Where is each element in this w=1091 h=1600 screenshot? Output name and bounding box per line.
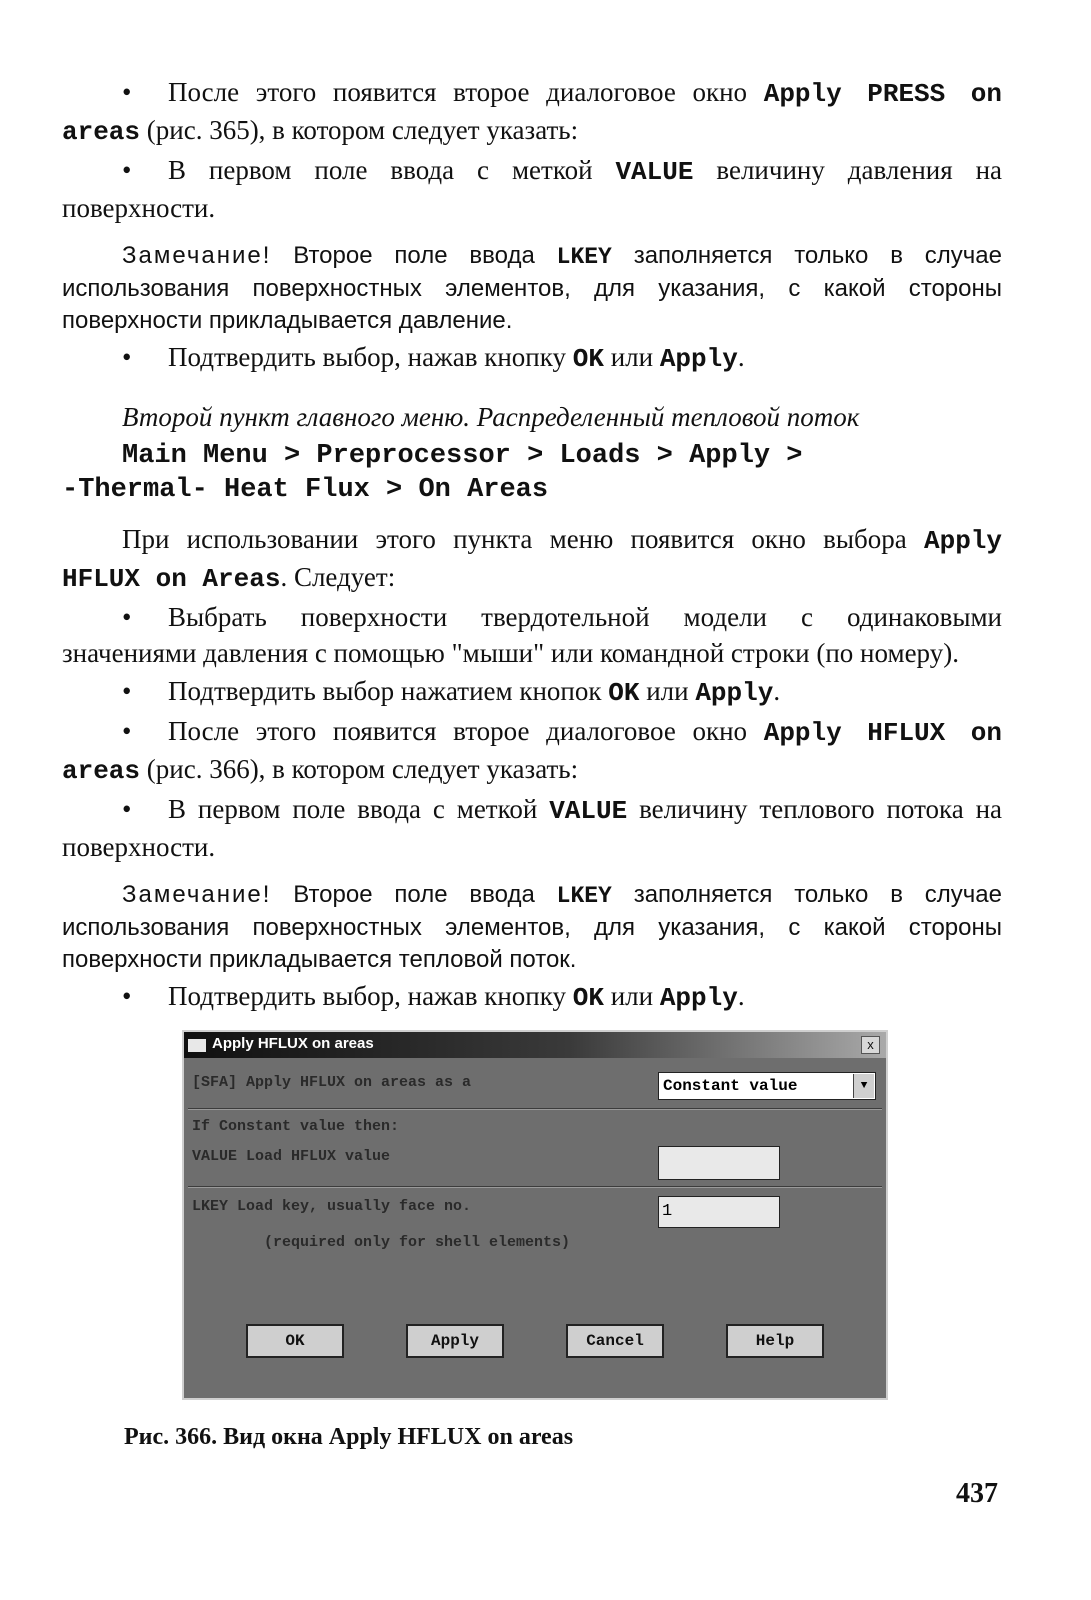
load-type-value: Constant value bbox=[663, 1077, 798, 1095]
code-text: LKEY bbox=[556, 883, 612, 909]
paragraph bbox=[62, 599, 1002, 671]
bullet: • bbox=[122, 77, 132, 107]
text: Подтвердить выбор, нажав кнопку bbox=[168, 981, 573, 1011]
paragraph bbox=[62, 339, 1002, 377]
bullet: • bbox=[122, 602, 132, 632]
page-text bbox=[62, 74, 1002, 1016]
text: В первом поле ввода с меткой bbox=[168, 794, 550, 824]
ok-button[interactable]: OK bbox=[246, 1324, 344, 1358]
code-text: OK bbox=[572, 983, 604, 1013]
text: При использовании этого пункта меню появится окно выбора bbox=[122, 524, 924, 554]
code-text: VALUE bbox=[549, 796, 628, 826]
chevron-down-icon[interactable]: ▼ bbox=[853, 1074, 874, 1098]
text: или bbox=[639, 676, 696, 706]
paragraph bbox=[62, 152, 1002, 226]
section-heading: Второй пункт главного меню. Распределенный тепловой поток bbox=[122, 402, 860, 432]
window-icon bbox=[188, 1039, 206, 1052]
apply-hflux-dialog bbox=[182, 1030, 888, 1400]
paragraph bbox=[62, 521, 1002, 597]
code-text: Apply bbox=[659, 983, 738, 1013]
text: . bbox=[737, 342, 745, 372]
dialog-title: Apply HFLUX on areas bbox=[212, 1035, 374, 1052]
note-label: Замечание! bbox=[122, 881, 272, 908]
text: Подтвердить выбор, нажав кнопку bbox=[168, 342, 573, 372]
load-type-select[interactable] bbox=[658, 1072, 876, 1100]
paragraph bbox=[62, 978, 1002, 1016]
help-button[interactable]: Help bbox=[726, 1324, 824, 1358]
paragraph bbox=[62, 713, 1002, 789]
code-text: OK bbox=[572, 344, 604, 374]
bullet: • bbox=[122, 155, 132, 185]
value-field[interactable] bbox=[658, 1146, 780, 1180]
bullet: • bbox=[122, 676, 132, 706]
figure-caption: Рис. 366. Вид окна Apply HFLUX on areas bbox=[124, 1424, 574, 1450]
bullet: • bbox=[122, 981, 132, 1011]
page-number: 437 bbox=[956, 1478, 998, 1509]
value-label: VALUE Load HFLUX value bbox=[192, 1148, 391, 1165]
text: . Следует: bbox=[280, 562, 396, 592]
code-text: OK bbox=[608, 678, 640, 708]
text: После этого появится второе диалоговое окно bbox=[168, 716, 764, 746]
text: Второе поле ввода bbox=[271, 242, 557, 269]
bullet: • bbox=[122, 342, 132, 372]
paragraph bbox=[62, 74, 1002, 150]
apply-button[interactable]: Apply bbox=[406, 1324, 504, 1358]
lkey-note: (required only for shell elements) bbox=[264, 1234, 571, 1251]
constant-value-label: If Constant value then: bbox=[192, 1118, 400, 1135]
code-text: LKEY bbox=[556, 244, 612, 270]
code-text: Apply PRESS on areas bbox=[62, 79, 1002, 147]
code-text: Apply HFLUX on areas bbox=[62, 718, 1002, 786]
text: Подтвердить выбор нажатием кнопок bbox=[168, 676, 609, 706]
text: (рис. 366), в котором следует указать: bbox=[140, 754, 579, 784]
code-text: VALUE bbox=[615, 157, 694, 187]
close-icon[interactable]: x bbox=[861, 1036, 880, 1054]
text: или bbox=[603, 981, 660, 1011]
text: (рис. 365), в котором следует указать: bbox=[140, 115, 579, 145]
note bbox=[62, 879, 1002, 976]
text: или bbox=[603, 342, 660, 372]
divider bbox=[188, 1186, 882, 1188]
menu-path-line-2: -Thermal- Heat Flux > On Areas bbox=[62, 475, 549, 505]
dialog-titlebar[interactable] bbox=[184, 1032, 886, 1058]
code-text: Apply bbox=[659, 344, 738, 374]
lkey-label: LKEY Load key, usually face no. bbox=[192, 1198, 472, 1215]
text: заполняется только в случае использования поверхностных элементов, для указания, с какой стороны поверхности прикладывается тепловой поток. bbox=[62, 881, 1002, 973]
area-load-label: [SFA] Apply HFLUX on areas as a bbox=[192, 1074, 472, 1091]
menu-path-line-1: Main Menu > Preprocessor > Loads > Apply > bbox=[122, 441, 803, 471]
text: . bbox=[773, 676, 781, 706]
text: . bbox=[737, 981, 745, 1011]
text: Второе поле ввода bbox=[271, 881, 557, 908]
text: величину теплового потока на поверхности. bbox=[62, 794, 1003, 862]
text: В первом поле ввода с меткой bbox=[168, 155, 616, 185]
code-text: Apply bbox=[695, 678, 774, 708]
text: Выбрать поверхности твердотельной модели с одинаковыми значениями давления с помощью "мыши" или командной строки (по номеру). bbox=[62, 602, 1002, 668]
note bbox=[62, 240, 1002, 337]
divider bbox=[188, 1108, 882, 1110]
lkey-field[interactable]: 1 bbox=[658, 1196, 780, 1228]
text: После этого появится второе диалоговое окно bbox=[168, 77, 764, 107]
code-text: Apply HFLUX on Areas bbox=[62, 526, 1002, 594]
note-label: Замечание! bbox=[122, 242, 272, 269]
paragraph bbox=[62, 673, 1002, 711]
bullet: • bbox=[122, 794, 132, 824]
paragraph bbox=[62, 791, 1002, 865]
text: заполняется только в случае использования поверхностных элементов, для указания, с какой стороны поверхности прикладывается давление. bbox=[62, 242, 1002, 334]
text: величину давления на поверхности. bbox=[62, 155, 1002, 223]
bullet: • bbox=[122, 716, 132, 746]
cancel-button[interactable]: Cancel bbox=[566, 1324, 664, 1358]
